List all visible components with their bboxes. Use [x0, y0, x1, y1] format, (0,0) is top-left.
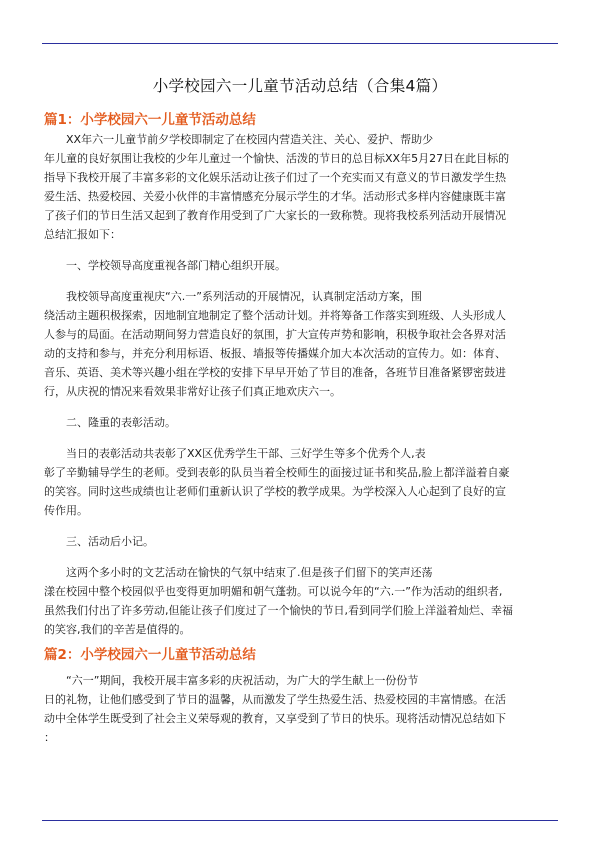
text-line: 人参与的局面。在活动期间努力营造良好的氛围，扩大宣传声势和影响，积极争取社会各界对活 [44, 328, 506, 341]
text-line: XX年六一儿童节前夕学校即制定了在校园内营造关注、关心、爱护、帮助少 [66, 133, 434, 146]
text-line: 我校领导高度重视庆“六.一”系列活动的开展情况，认真制定活动方案，围 [66, 290, 422, 303]
text-line: 行，从庆祝的情况来看效果非常好让孩子们真正地欢庆六一。 [44, 385, 341, 398]
document-title: 小学校园六一儿童节活动总结（合集4篇） [152, 77, 448, 95]
text-line: 音乐、英语、美术等兴趣小组在学校的安排下早早开始了节目的准备，各班节目准备紧锣密鼓进 [44, 366, 506, 379]
text-line: 的笑容,我们的辛苦是值得的。 [44, 623, 191, 636]
text-line: 虽然我们付出了许多劳动,但能让孩子们度过了一个愉快的节日,看到同学们脸上洋溢着灿烂、幸福 [44, 604, 513, 617]
item-heading: 一、学校领导高度重视各部门精心组织开展。 [66, 259, 286, 272]
text-line: 爱生活、热爱校园、关爱小伙伴的丰富情感充分展示学生的才华。活动形式多样内容健康既丰富 [44, 190, 506, 203]
item-paragraph [44, 563, 556, 639]
text-line: 总结汇报如下： [44, 228, 121, 241]
document-body [44, 74, 556, 747]
text-line: 绕活动主题积极探索，因地制宜地制定了整个活动计划。并将筹备工作落实到班级、人头形成人 [44, 309, 506, 322]
text-line: “六一”期间，我校开展丰富多彩的庆祝活动，为广大的学生献上一份份节 [66, 674, 419, 687]
section-intro-paragraph [44, 671, 556, 747]
text-line: 彰了辛勤辅导学生的老师。受到表彰的队员当着全校师生的面接过证书和奖品,脸上都洋溢着自豪 [44, 466, 510, 479]
text-line: 漾在校园中整个校园似乎也变得更加明媚和朝气蓬勃。可以说今年的“六.一”作为活动的组织者, [44, 585, 503, 598]
item-paragraph [44, 444, 556, 520]
footer-rule [42, 820, 558, 821]
section-intro-paragraph [44, 130, 556, 244]
text-line: 日的礼物，让他们感受到了节日的温馨，从而激发了学生热爱生活、热爱校园的丰富情感。在活 [44, 693, 506, 706]
section-heading: 篇2：小学校园六一儿童节活动总结 [44, 647, 256, 663]
item-heading: 三、活动后小记。 [66, 535, 154, 548]
item-paragraph [44, 287, 556, 401]
text-line: 年儿童的良好氛围让我校的少年儿童过一个愉快、活泼的节日的总目标XX年5月27日在此目标的 [44, 152, 510, 165]
text-line: ： [44, 731, 55, 744]
text-line: 传作用。 [44, 504, 88, 517]
text-line: 这两个多小时的文艺活动在愉快的气氛中结束了.但是孩子们留下的笑声还荡 [66, 566, 433, 579]
header-rule [42, 43, 558, 44]
item-heading: 二、隆重的表彰活动。 [66, 416, 176, 429]
text-line: 了孩子们的节日生活又起到了教育作用受到了广大家长的一致称赞。现将我校系列活动开展情况 [44, 209, 506, 222]
text-line: 指导下我校开展了丰富多彩的文化娱乐活动让孩子们过了一个充实而又有意义的节日激发学生热 [44, 171, 506, 184]
text-line: 当日的表彰活动共表彰了XX区优秀学生干部、三好学生等多个优秀个人,表 [66, 447, 426, 460]
section-heading: 篇1：小学校园六一儿童节活动总结 [44, 112, 256, 128]
text-line: 动中全体学生既受到了社会主义荣辱观的教育，又享受到了节日的快乐。现将活动情况总结如下 [44, 712, 506, 725]
text-line: 的笑容。同时这些成绩也让老师们重新认识了学校的教学成果。为学校深入人心起到了良好的宣 [44, 485, 506, 498]
text-line: 动的支持和参与，并充分利用标语、板报、墙报等传播媒介加大本次活动的宣传力。如：体育、 [44, 347, 506, 360]
